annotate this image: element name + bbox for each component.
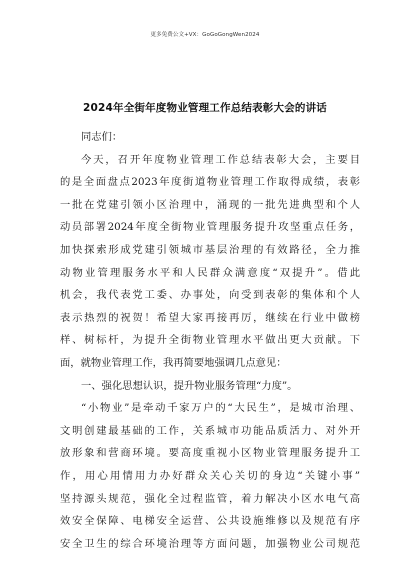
body-line: 加快探索形成党建引领城市基层治理的有效路径，全力推 (60, 243, 360, 256)
body-line: 的是全面盘点2023年度街道物业管理工作取得成绩，表彰 (60, 176, 360, 189)
body-line: 文明创建最基础的工作，关系城市功能品质活力、对外开 (60, 424, 360, 437)
body-line: “小物业”是牵动千家万户的“大民生”，是城市治理、 (81, 402, 360, 415)
body-line: 动物业管理服务水平和人民群众满意度“双提升”。借此 (60, 266, 360, 279)
body-line: 今天，召开年度物业管理工作总结表彰大会，主要目 (81, 153, 360, 166)
body-line: 放形象和营商环境。要高度重视小区物业管理服务提升工 (60, 447, 360, 460)
section-heading: 一、强化思想认识，提升物业服务管理“力度”。 (81, 379, 298, 392)
header-note: 更多免费公文+VX：GoGoGongWen2024 (150, 32, 260, 38)
salutation: 同志们： (81, 131, 123, 143)
body-line: 面，就物业管理工作，我再简要地强调几点意见： (60, 356, 287, 369)
body-line: 坚持源头规范，强化全过程监管，着力解决小区水电气高 (60, 492, 360, 505)
document-body (60, 126, 360, 555)
body-line: 样、树标杆，为提升全街物业管理水平做出更大贡献。下 (60, 334, 360, 347)
body-line: 一批在党建引领小区治理中，涌现的一批先进典型和个人 (60, 198, 360, 211)
document-title: 2024年全街年度物业管理工作总结表彰大会的讲话 (82, 102, 328, 114)
body-line: 机会，我代表党工委、办事处，向受到表彰的集体和个人 (60, 289, 360, 302)
body-line: 安全卫生的综合环境治理等方面问题，加强物业公司规范 (60, 537, 360, 550)
body-line: 表示热烈的祝贺！希望大家再接再厉，继续在行业中做榜 (60, 311, 360, 324)
body-line: 动员部署2024年度全街物业管理服务提升攻坚重点任务， (60, 221, 360, 234)
body-line: 效安全保障、电梯安全运营、公共设施维修以及规范有序 (60, 515, 360, 528)
body-line: 作，用心用情用力办好群众关心关切的身边“关键小事” (60, 469, 360, 482)
